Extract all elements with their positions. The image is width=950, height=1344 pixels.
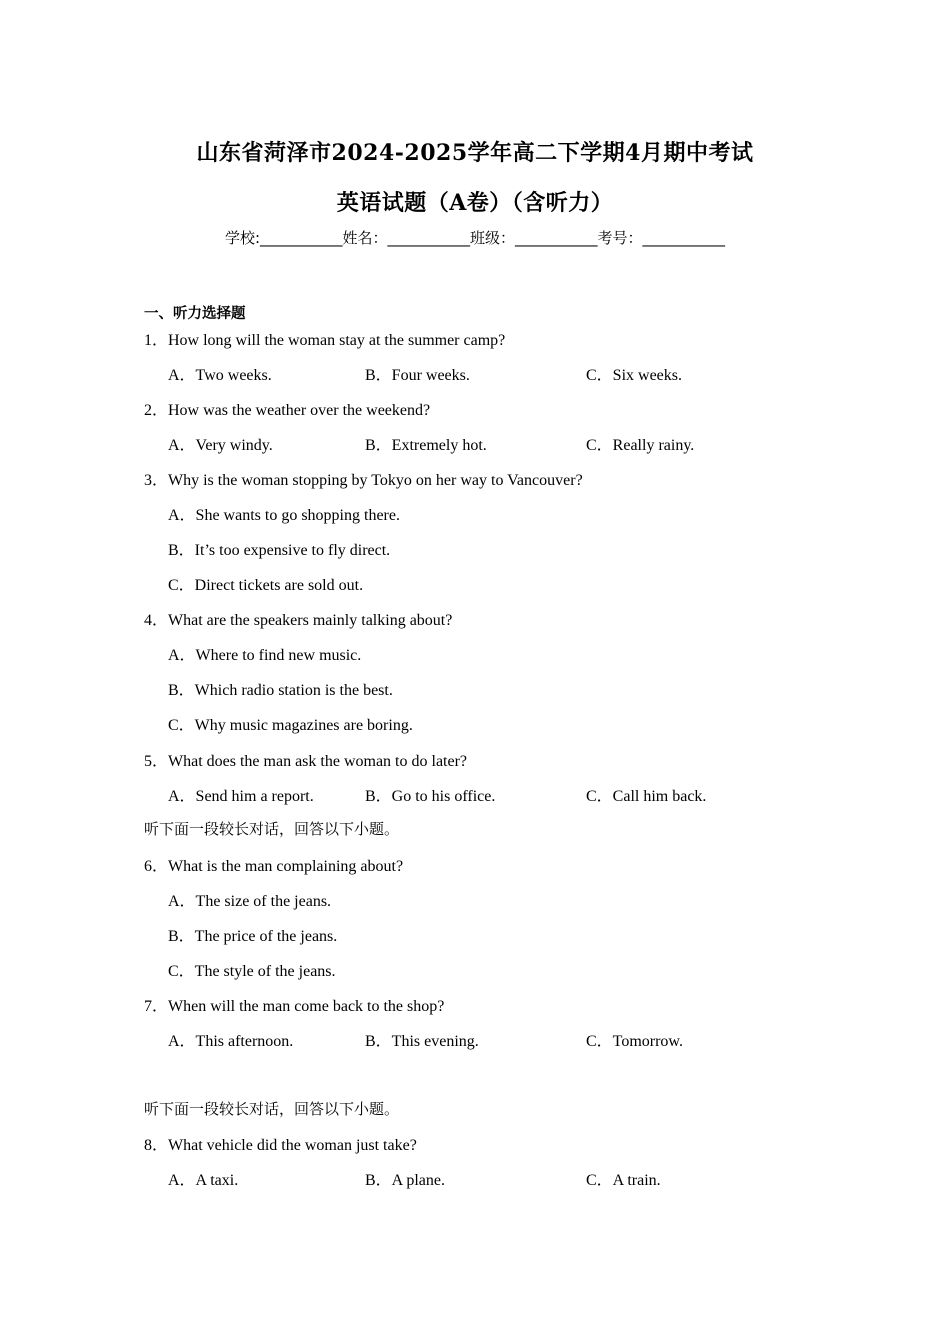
question-4-stem: 4．What are the speakers mainly talking about? bbox=[144, 612, 453, 629]
question-4-option-c: C．Why music magazines are boring. bbox=[168, 717, 413, 734]
question-1-option-b: B．Four weeks. bbox=[365, 367, 470, 384]
question-5-option-a: A．Send him a report. bbox=[168, 788, 314, 805]
question-6-stem: 6．What is the man complaining about? bbox=[144, 858, 404, 875]
question-3-option-c: C．Direct tickets are sold out. bbox=[168, 577, 364, 594]
listening-instruction-2: 听下面一段较长对话，回答以下小题。 bbox=[144, 1100, 400, 1118]
question-7-option-a: A．This afternoon. bbox=[168, 1033, 294, 1050]
question-5-option-b: B．Go to his office. bbox=[365, 788, 496, 805]
question-6-option-a: A．The size of the jeans. bbox=[168, 893, 332, 910]
question-2-stem: 2．How was the weather over the weekend? bbox=[144, 402, 431, 419]
question-7-option-c: C．Tomorrow. bbox=[586, 1033, 683, 1050]
question-1-option-c: C．Six weeks. bbox=[586, 367, 683, 384]
question-5-stem: 5．What does the man ask the woman to do later? bbox=[144, 753, 468, 770]
question-7-option-b: B．This evening. bbox=[365, 1033, 479, 1050]
question-5-option-c: C．Call him back. bbox=[586, 788, 707, 805]
question-8-stem: 8．What vehicle did the woman just take? bbox=[144, 1137, 417, 1154]
question-3-stem: 3．Why is the woman stopping by Tokyo on her way to Vancouver? bbox=[144, 472, 583, 489]
exam-title-line2: 英语试题（A卷）（含听力） bbox=[336, 190, 614, 216]
section-title: 一、听力选择题 bbox=[144, 306, 246, 322]
listening-instruction-1: 听下面一段较长对话，回答以下小题。 bbox=[144, 820, 400, 838]
student-info-line: 学校:___________姓名：___________班级：___________考号：___________ bbox=[224, 229, 726, 247]
question-1-stem: 1．How long will the woman stay at the summer camp? bbox=[144, 332, 506, 349]
question-6-option-c: C．The style of the jeans. bbox=[168, 963, 336, 980]
question-4-option-b: B．Which radio station is the best. bbox=[168, 682, 393, 699]
exam-title-line1: 山东省菏泽市2024-2025学年高二下学期4月期中考试 bbox=[196, 140, 754, 166]
question-3-option-b: B．It’s too expensive to fly direct. bbox=[168, 542, 391, 559]
question-4-option-a: A．Where to find new music. bbox=[168, 647, 362, 664]
question-2-option-a: A．Very windy. bbox=[168, 437, 273, 454]
question-8-option-c: C．A train. bbox=[586, 1172, 661, 1189]
question-8-option-a: A．A taxi. bbox=[168, 1172, 239, 1189]
question-6-option-b: B．The price of the jeans. bbox=[168, 928, 338, 945]
question-7-stem: 7．When will the man come back to the shop? bbox=[144, 998, 445, 1015]
question-1-option-a: A．Two weeks. bbox=[168, 367, 272, 384]
question-3-option-a: A．She wants to go shopping there. bbox=[168, 507, 400, 524]
question-8-option-b: B．A plane. bbox=[365, 1172, 445, 1189]
question-2-option-b: B．Extremely hot. bbox=[365, 437, 487, 454]
question-2-option-c: C．Really rainy. bbox=[586, 437, 695, 454]
